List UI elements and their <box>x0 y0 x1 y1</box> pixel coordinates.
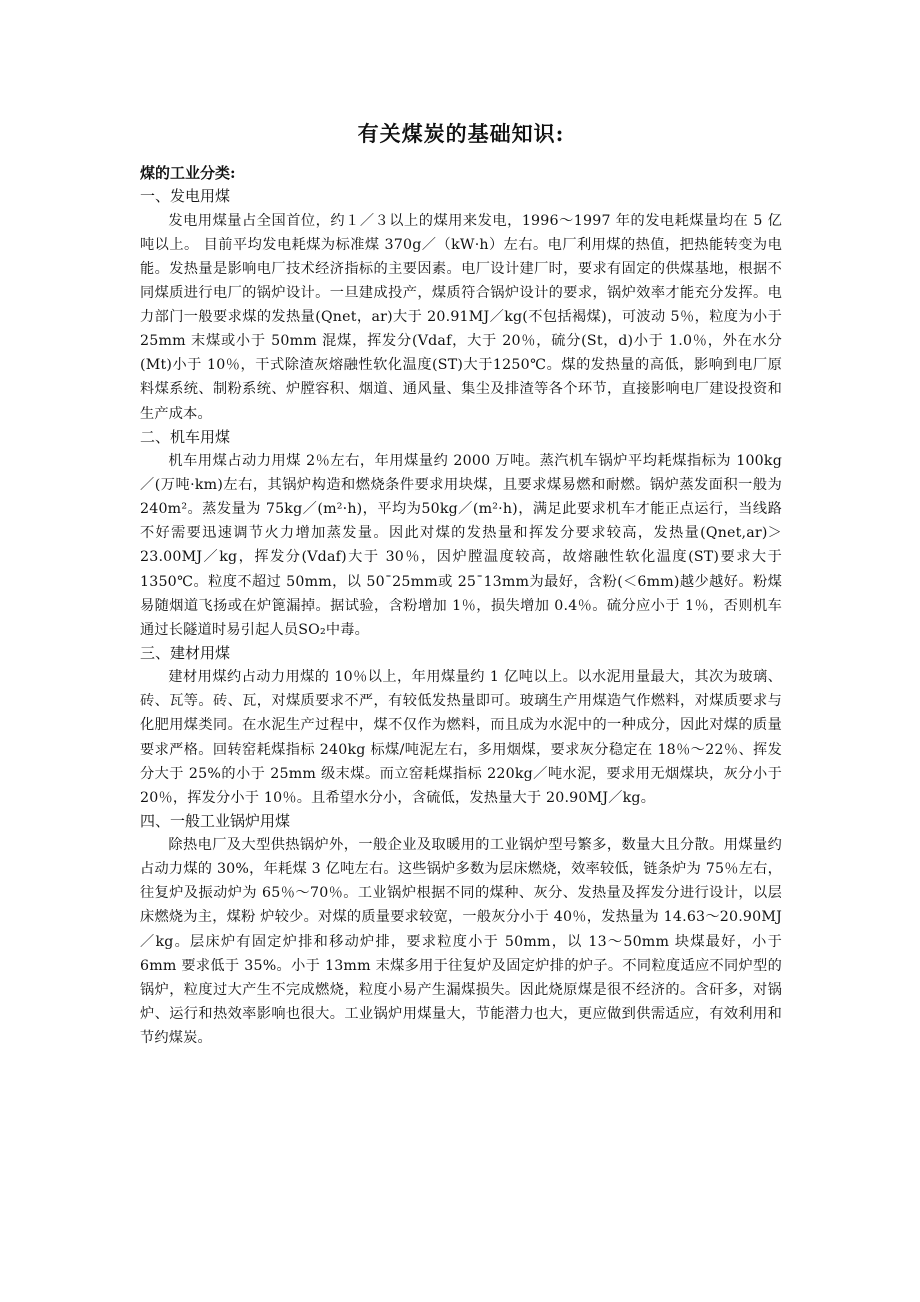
section-text-power: 发电用煤量占全国首位，约１／３以上的煤用来发电，1996～1997 年的发电耗煤量均在 5 亿吨以上。 目前平均发电耗煤为标准煤 370g／（kW·h）左右。电厂利用煤的热值，把热能转变为电能。发热量是影响电厂技术经济指标的主要因素。电厂设计建厂时，要求有固定的供煤基地，根据不同煤质进行电厂的锅炉设计。一旦建成投产，煤质符合锅炉设计的要求，锅炉效率才能充分发挥。电力部门一般要求煤的发热量(Qnet，ar)大于 20.91MJ／kg(不包括褐煤)，可波动 5％，粒度为小于 25mm 末煤或小于 50mm 混煤，挥发分(Vdaf，大于 20％，硫分(St，d)小于 1.0％，外在水分(Mt)小于 10％，干式除渣灰熔融性软化温度(ST)大于1250℃。煤的发热量的高低，影响到电厂原料煤系统、制粉系统、炉膛容积、烟道、通风量、集尘及排渣等各个环节，直接影响电厂建设投资和生产成本。 <box>140 212 782 422</box>
section-text-industrial-boiler: 除热电厂及大型供热锅炉外，一般企业及取暖用的工业锅炉型号繁多，数量大且分散。用煤量约占动力煤的 30%，年耗煤 3 亿吨左右。这些锅炉多数为层床燃烧，效率较低，链条炉为 75％左右，往复炉及振动炉为 65％～70％。工业锅炉根据不同的煤种、灰分、发热量及挥发分进行设计，以层床燃烧为主，煤粉 炉较少。对煤的质量要求较宽，一般灰分小于 40％，发热量为 14.63～20.90MJ／kg。层床炉有固定炉排和移动炉排，要求粒度小于 50mm，以 13～50mm 块煤最好，小于 6mm 要求低于 35%。小于 13mm 末煤多用于往复炉及固定炉排的炉子。不同粒度适应不同炉型的锅炉，粒度过大产生不完成燃烧，粒度小易产生漏煤损失。因此烧原煤是很不经济的。含矸多，对锅炉、运行和热效率影响也很大。工业锅炉用煤量大，节能潜力也大，更应做到供需适应，有效利用和节约煤炭。 <box>140 837 782 1046</box>
section-subtitle: 煤的工业分类: <box>140 164 236 182</box>
section-heading-power: 一、发电用煤 <box>140 187 231 206</box>
section-heading-building-materials: 三、建材用煤 <box>140 643 231 662</box>
document-page <box>140 118 782 1050</box>
section-heading-locomotive: 二、机车用煤 <box>140 427 231 446</box>
document-title: 有关煤炭的基础知识: <box>357 121 565 146</box>
section-heading-industrial-boiler: 四、一般工业锅炉用煤 <box>140 811 291 830</box>
section-text-locomotive: 机车用煤占动力用煤 2％左右，年用煤量约 2000 万吨。蒸汽机车锅炉平均耗煤指标为 100kg／(万吨·km)左右，其锅炉构造和燃烧条件要求用块煤，且要求煤易燃和耐燃。锅炉蒸发面积一般为 240m²。蒸发量为 75kg／(m²·h)，平均为50kg／(m²·h)，满足此要求机车才能正点运行，当线路不好需要迅速调节火力增加蒸发量。因此对煤的发热量和挥发分要求较高，发热量(Qnet,ar)＞23.00MJ／kg，挥发分(Vdaf)大于 30％，因炉膛温度较高，故熔融性软化温度(ST)要求大于 1350℃。粒度不超过 50mm，以 50¯25mm或 25¯13mm为最好，含粉(＜6mm)越少越好。粉煤易随烟道飞扬或在炉篦漏掉。据试验，含粉增加 1％，损失增加 0.4％。硫分应小于 1％，否则机车通过长隧道时易引起人员SO₂中毒。 <box>140 453 782 638</box>
section-text-building-materials: 建材用煤约占动力用煤的 10％以上，年用煤量约 1 亿吨以上。以水泥用量最大，其次为玻璃、砖、瓦等。砖、瓦，对煤质要求不严，有较低发热量即可。玻璃生产用煤造气作燃料，对煤质要求与化肥用煤类同。在水泥生产过程中，煤不仅作为燃料，而且成为水泥中的一种成分，因此对煤的质量要求严格。回转窑耗煤指标 240kg 标煤/吨泥左右，多用烟煤，要求灰分稳定在 18％～22％、挥发分大于 25%的小于 25mm 级末煤。而立窑耗煤指标 220kg／吨水泥，要求用无烟煤块，灰分小于 20％，挥发分小于 10％。且希望水分小，含硫低，发热量大于 20.90MJ／kg。 <box>140 669 782 806</box>
